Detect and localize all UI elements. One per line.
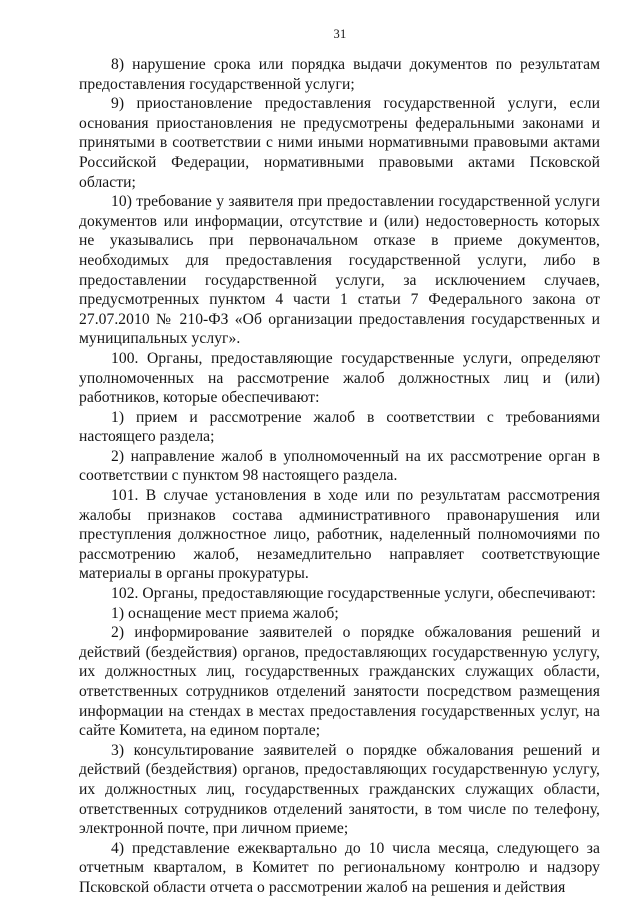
paragraph-item-8: 8) нарушение срока или порядка выдачи документов по результатам предоставления государственной услуги; (79, 56, 600, 93)
paragraph-clause-102-item-4: 4) представление ежеквартально до 10 числа месяца, следующего за отчетным кварталом, в Комитет по региональному контролю и надзору Псковской области отчета о рассмотрении жалоб на решения и действия (79, 839, 600, 896)
paragraph-clause-100: 100. Органы, предоставляющие государственные услуги, определяют уполномоченных на рассмотрение жалоб должностных лиц и (или) работников, которые обеспечивают: (79, 349, 600, 407)
document-body (79, 55, 600, 898)
paragraph-clause-102: 102. Органы, предоставляющие государственные услуги, обеспечивают: (111, 585, 596, 603)
paragraph-clause-100-item-1: 1) прием и рассмотрение жалоб в соответствии с требованиями настоящего раздела; (79, 408, 600, 446)
paragraph-clause-102-item-1: 1) оснащение мест приема жалоб; (111, 604, 339, 622)
paragraph-clause-100-item-2: 2) направление жалоб в уполномоченный на их рассмотрение орган в соответствии с пунктом 98 настоящего раздела. (79, 447, 600, 485)
paragraph-item-9: 9) приостановление предоставления государственной услуги, если основания приостановления не предусмотрены федеральными законами и принятыми в соответствии с ними иными нормативными правовыми актами Российской Федерации, нормативными правовыми актами Псковской области; (79, 95, 600, 191)
paragraph-clause-102-item-3: 3) консультирование заявителей о порядке обжалования решений и действий (бездействия) органов, предоставляющих государственную услугу, их должностных лиц, государственных гражданских служащих области, ответственных сотрудников отделений занятости, в том числе по телефону, электронной почте, при личном приеме; (79, 741, 600, 838)
paragraph-item-10: 10) требование у заявителя при предоставлении государственной услуги документов или информации, отсутствие и (или) недостоверность которых не указывались при первоначальном отказе в приеме документов, необходимых для предоставления государственной услуги, либо в предоставлении государственной услуги, за исключением случаев, предусмотренных пунктом 4 части 1 статьи 7 Федерального закона от 27.07.2010 № 210-ФЗ «Об организации предоставления государственных и муниципальных услуг». (79, 193, 600, 348)
paragraph-clause-101: 101. В случае установления в ходе или по результатам рассмотрения жалобы признаков состава административного правонарушения или преступления должностное лицо, работник, наделенный полномочиями по рассмотрению жалоб, незамедлительно направляет соответствующие материалы в органы прокуратуры. (79, 487, 600, 583)
page-number: 31 (333, 27, 347, 41)
paragraph-clause-102-item-2: 2) информирование заявителей о порядке обжалования решений и действий (бездействия) органов, предоставляющих государственную услугу, их должностных лиц, государственных гражданских служащих области, ответственных сотрудников отделений занятости посредством размещения информации на стендах в местах предоставления государственных услуг, на сайте Комитета, на едином портале; (79, 624, 600, 740)
